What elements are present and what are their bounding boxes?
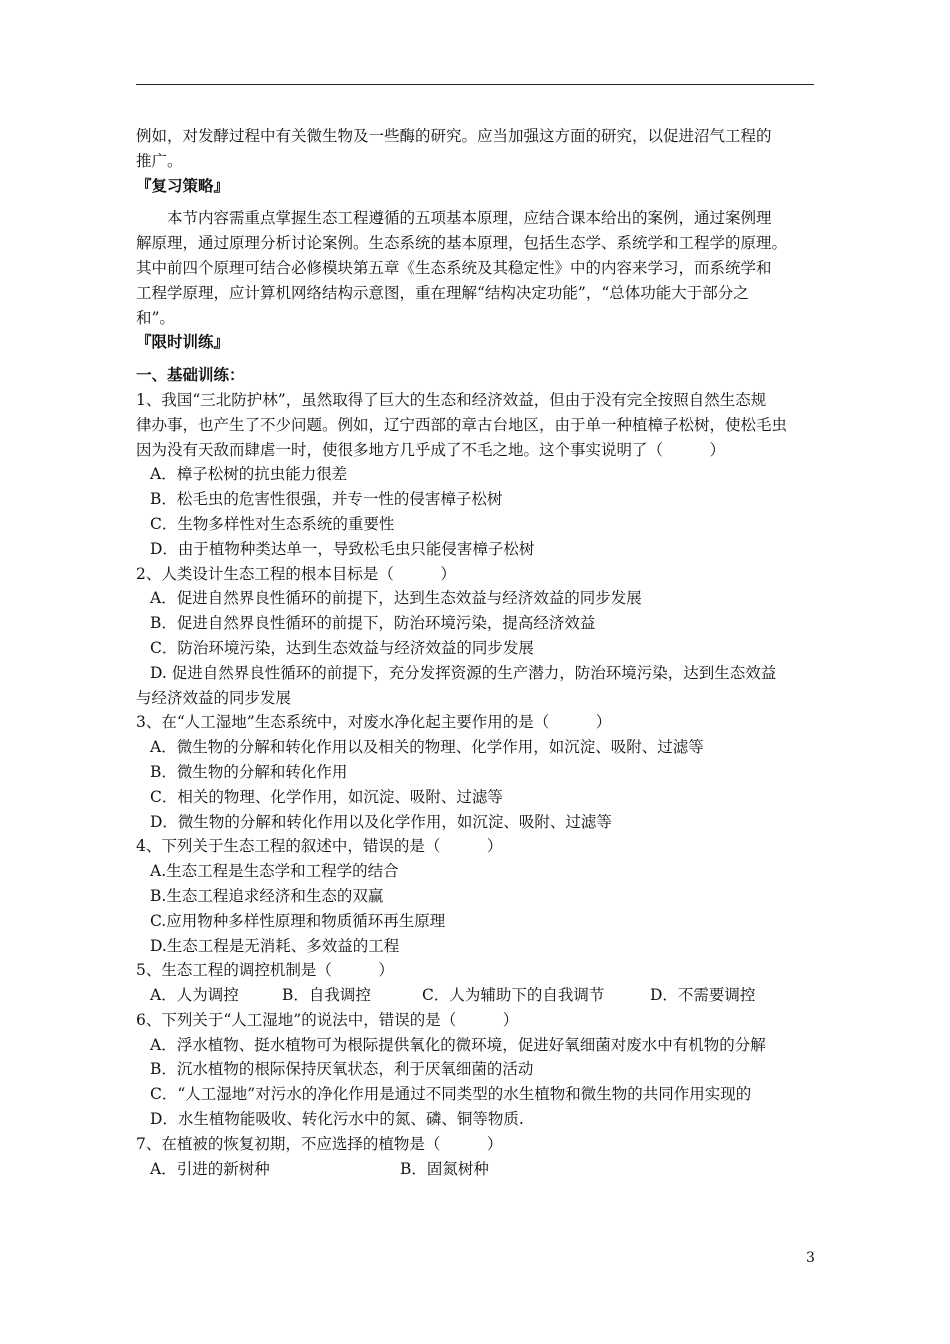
intro-line: 例如，对发酵过程中有关微生物及一些酶的研究。应当加强这方面的研究，以促进沼气工程的 [136,127,772,145]
question-2-stem: 2、人类设计生态工程的根本目标是（ ） [136,564,456,583]
timed-training-heading: 『限时训练』 [136,332,230,352]
question-1-option-b: B．松毛虫的危害性很强，并专一性的侵害樟子松树 [150,490,503,509]
question-5-stem: 5、生态工程的调控机制是（ ） [136,961,394,980]
question-6-option-a: A．浮水植物、挺水植物可为根际提供氧化的微环境，促进好氧细菌对废水中有机物的分解 [150,1035,766,1054]
question-5-option-a: A．人为调控 [150,986,239,1005]
question-3-option-c: C．相关的物理、化学作用，如沉淀、吸附、过滤等 [150,787,503,806]
question-4-option-c: C.应用物种多样性原理和物质循环再生原理 [150,911,446,930]
question-1-stem: 1、我国“三北防护林”，虽然取得了巨大的生态和经济效益，但由于没有完全按照自然生态规 [136,390,767,409]
review-paragraph-line: 其中前四个原理可结合必修模块第五章《生态系统及其稳定性》中的内容来学习，而系统学和 [136,258,772,277]
intro-line: 推广。 [136,151,183,170]
question-5-options [136,983,816,1008]
question-2-option-d: D. 促进自然界良性循环的前提下，充分发挥资源的生产潜力，防治环境污染，达到生态效益 [150,663,777,682]
question-1-stem: 律办事，也产生了不少问题。例如，辽宁西部的章古台地区，由于单一种植樟子松树，使松毛虫 [136,415,788,434]
question-3-stem: 3、在“人工湿地”生态系统中，对废水净化起主要作用的是（ ） [136,713,612,732]
question-2-option-d-continued: 与经济效益的同步发展 [136,688,292,707]
section-basic-heading: 一、基础训练： [136,365,245,385]
page-number: 3 [806,1250,815,1266]
question-1-option-d: D．由于植物种类达单一，导致松毛虫只能侵害樟子松树 [150,539,535,558]
document-body [136,124,816,1181]
question-3-option-d: D．微生物的分解和转化作用以及化学作用，如沉淀、吸附、过滤等 [150,812,612,831]
review-strategy-heading: 『复习策略』 [136,175,230,195]
question-7-option-b: B．固氮树种 [400,1159,489,1178]
question-6-option-c: C．“人工湿地”对污水的净化作用是通过不同类型的水生植物和微生物的共同作用实现的 [150,1085,752,1104]
question-6-option-d: D．水生植物能吸收、转化污水中的氮、磷、铜等物质. [150,1110,524,1129]
question-6-option-b: B．沉水植物的根际保持厌氧状态，利于厌氧细菌的活动 [150,1060,534,1079]
header-rule [136,84,814,85]
review-paragraph-line: 和”。 [136,308,175,327]
question-5-option-b: B．自我调控 [282,986,371,1005]
question-3-option-a: A．微生物的分解和转化作用以及相关的物理、化学作用，如沉淀、吸附、过滤等 [150,738,704,757]
question-7-stem: 7、在植被的恢复初期，不应选择的植物是（ ） [136,1134,503,1153]
question-4-option-d: D.生态工程是无消耗、多效益的工程 [150,936,400,955]
question-5-option-d: D．不需要调控 [650,986,756,1005]
question-6-stem: 6、下列关于“人工湿地”的说法中，错误的是（ ） [136,1010,519,1029]
question-3-option-b: B．微生物的分解和转化作用 [150,762,348,781]
question-1-stem: 因为没有天敌而肆虐一时，使很多地方几乎成了不毛之地。这个事实说明了（ ） [136,440,726,459]
review-paragraph-line: 解原理，通过原理分析讨论案例。生态系统的基本原理，包括生态学、系统学和工程学的原理。 [136,234,788,253]
question-4-option-a: A.生态工程是生态学和工程学的结合 [150,862,399,881]
question-2-option-b: B．促进自然界良性循环的前提下，防治环境污染，提高经济效益 [150,614,596,633]
question-7-options [136,1157,816,1182]
question-7-option-a: A．引进的新树种 [150,1159,270,1178]
question-2-option-c: C．防治环境污染，达到生态效益与经济效益的同步发展 [150,638,534,657]
question-1-option-a: A．樟子松树的抗虫能力很差 [150,465,348,484]
question-5-option-c: C．人为辅助下的自我调节 [422,986,605,1005]
question-4-option-b: B.生态工程追求经济和生态的双赢 [150,886,384,905]
question-4-stem: 4、下列关于生态工程的叙述中，错误的是（ ） [136,837,503,856]
review-paragraph-line: 工程学原理，应计算机网络结构示意图，重在理解“结构决定功能”，“总体功能大于部分之 [136,283,749,302]
question-1-option-c: C．生物多样性对生态系统的重要性 [150,514,395,533]
review-paragraph-line: 本节内容需重点掌握生态工程遵循的五项基本原理，应结合课本给出的案例，通过案例理 [167,209,772,228]
question-2-option-a: A．促进自然界良性循环的前提下，达到生态效益与经济效益的同步发展 [150,589,642,608]
